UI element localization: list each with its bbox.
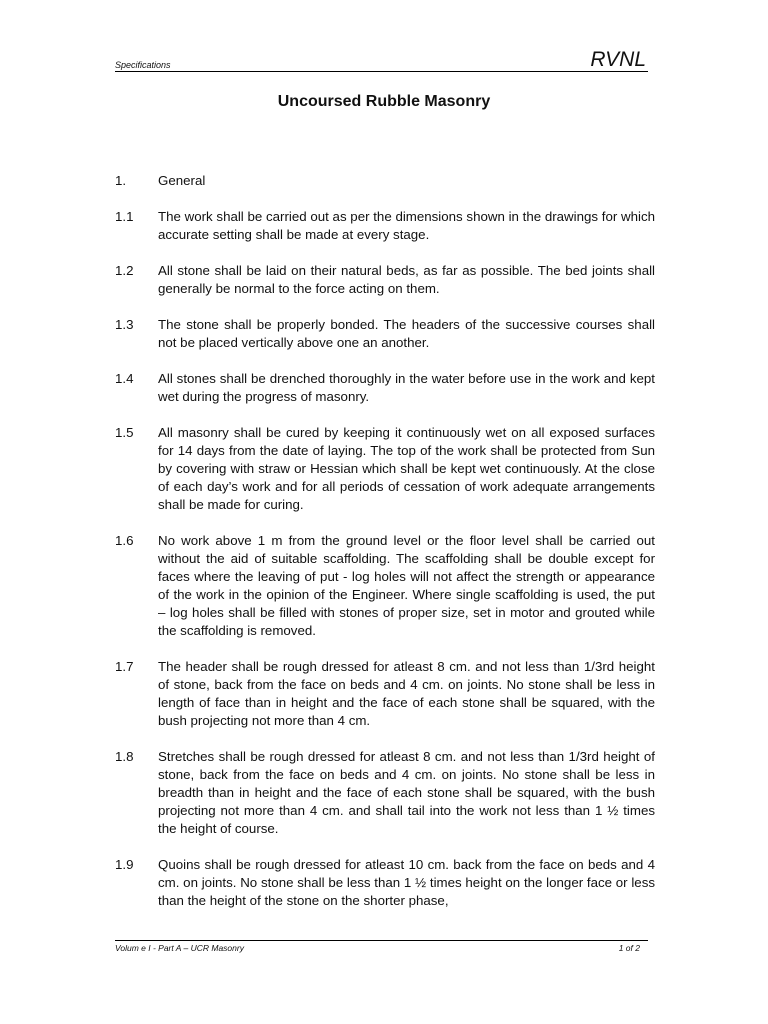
clause-item [115, 658, 655, 730]
clause-text: Stretches shall be rough dressed for atleast 8 cm. and not less than 1/3rd height of stone, back from the face on beds and 4 cm. on joints. No stone shall be less in breadth than in height and the face of each stone shall be squared, with the bush projecting not more than 4 cm. and shall tail into the work not less than 1 ½ times the height of course. [158, 749, 655, 836]
clause-number: 1. [115, 173, 127, 188]
clause-text: All masonry shall be cured by keeping it continuously wet on all exposed surfaces for 14 days from the date of laying. The top of the work shall be protected from Sun by covering with straw or Hessian which shall be kept wet continuously. At the close of each day’s work and for all periods of cessation of work adequate arrangements shall be made for curing. [158, 425, 655, 512]
clause-item [115, 262, 655, 298]
page-header [115, 48, 648, 72]
page-footer [115, 940, 648, 957]
clause-text: General [158, 173, 206, 188]
clause-number: 1.5 [115, 425, 134, 440]
clause-number: 1.2 [115, 263, 134, 278]
footer-page-number: 1 of 2 [618, 943, 640, 953]
clause-item [115, 370, 655, 406]
clause-number: 1.9 [115, 857, 134, 872]
clause-list [115, 172, 655, 928]
clause-number: 1.4 [115, 371, 134, 386]
clause-item [115, 424, 655, 514]
clause-text: All stone shall be laid on their natural beds, as far as possible. The bed joints shall generally be normal to the force acting on them. [158, 263, 655, 296]
clause-text: The stone shall be properly bonded. The headers of the successive courses shall not be placed vertically above one an another. [158, 317, 655, 350]
clause-item [115, 208, 655, 244]
clause-number: 1.8 [115, 749, 134, 764]
clause-text: No work above 1 m from the ground level or the floor level shall be carried out without the aid of suitable scaffolding. The scaffolding shall be double except for faces where the leaving of put - log holes will not affect the strength or appearance of the work in the opinion of the Engineer. Where single scaffolding is used, the put – log holes shall be filled with stones of proper size, set in motor and grouted while the scaffolding is removed. [158, 533, 655, 638]
footer-volume-label: Volum e I - Part A – UCR Masonry [115, 943, 244, 953]
header-section-label: Specifications [115, 60, 171, 70]
clause-text: All stones shall be drenched thoroughly in the water before use in the work and kept wet during the progress of masonry. [158, 371, 655, 404]
clause-item [115, 316, 655, 352]
clause-item [115, 532, 655, 640]
clause-number: 1.6 [115, 533, 134, 548]
clause-item [115, 748, 655, 838]
clause-number: 1.7 [115, 659, 134, 674]
clause-item [115, 172, 655, 190]
document-title: Uncoursed Rubble Masonry [277, 93, 491, 110]
clause-text: The work shall be carried out as per the dimensions shown in the drawings for which accurate setting shall be made at every stage. [158, 209, 655, 242]
clause-item [115, 856, 655, 910]
clause-number: 1.1 [115, 209, 134, 224]
clause-text: The header shall be rough dressed for atleast 8 cm. and not less than 1/3rd height of stone, back from the face on beds and 4 cm. on joints. No stone shall be less in length of face than in height and the face of each stone shall be squared, with the bush projecting not more than 4 cm. [158, 659, 655, 728]
header-org-label: RVNL [590, 48, 646, 71]
clause-number: 1.3 [115, 317, 134, 332]
clause-text: Quoins shall be rough dressed for atleast 10 cm. back from the face on beds and 4 cm. on joints. No stone shall be less than 1 ½ times height on the longer face or less than the height of the stone on the shorter phase, [158, 857, 655, 908]
